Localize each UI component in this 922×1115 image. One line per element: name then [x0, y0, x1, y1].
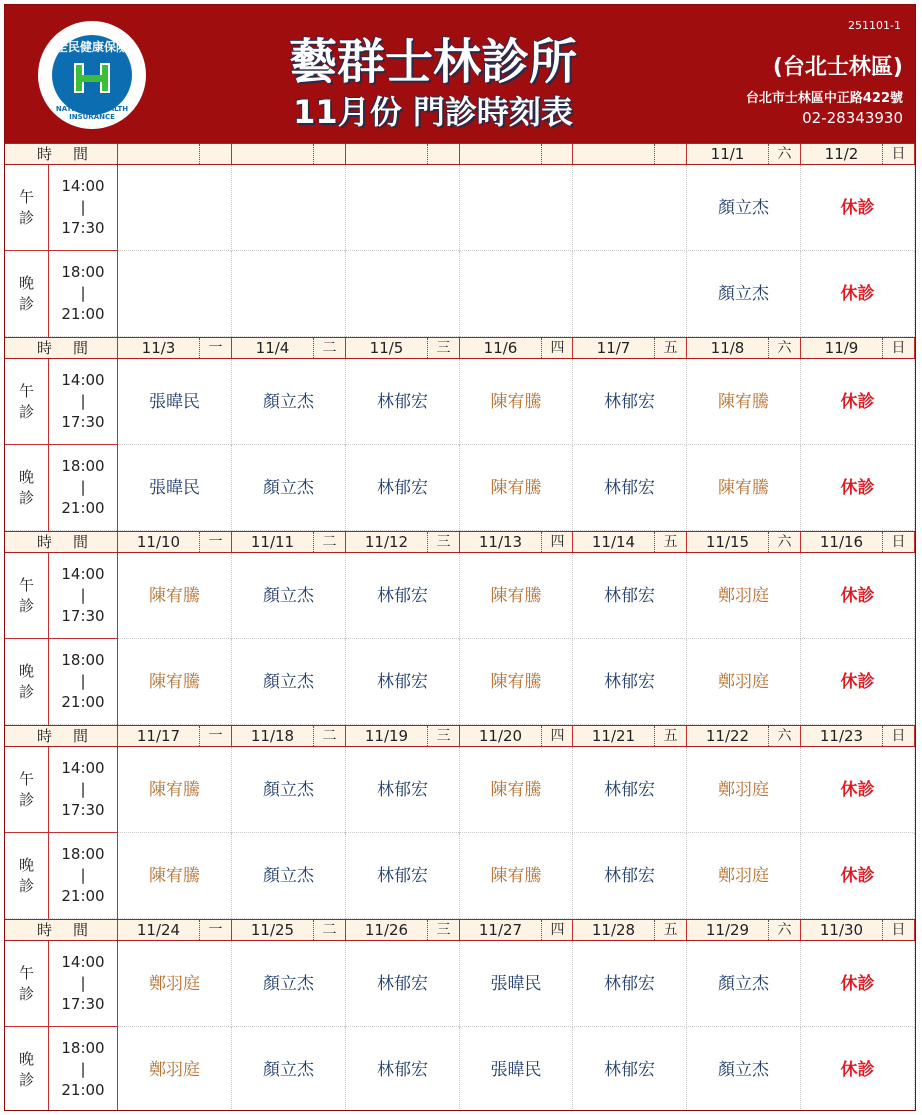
session-label-char: 晚: [18, 468, 34, 486]
doctor-cell: 林郁宏: [573, 359, 687, 445]
time-header-char: 時: [37, 145, 53, 163]
day-header: [118, 726, 232, 746]
doctor-cell: 鄭羽庭: [687, 833, 801, 919]
day-header: [346, 338, 460, 358]
day-header: [687, 920, 801, 940]
time-header: [5, 726, 118, 746]
day-header: [460, 144, 573, 164]
week-header-row: [5, 531, 915, 553]
doctor-cell: 鄭羽庭: [687, 639, 801, 725]
session-time: [49, 833, 118, 919]
time-header-char: 間: [73, 339, 89, 357]
doctor-cell: 林郁宏: [573, 941, 687, 1027]
day-date: 11/28: [573, 920, 655, 940]
session-time-end: 21:00: [61, 499, 105, 517]
day-weekday: 二: [322, 340, 337, 356]
session-time-sep: |: [80, 284, 86, 302]
day-weekday: 三: [436, 534, 451, 550]
day-weekday: [428, 144, 459, 164]
day-date: 11/23: [801, 726, 883, 746]
doctor-cell: 張暐民: [118, 359, 232, 445]
session-time-sep: |: [80, 392, 86, 410]
day-date: 11/19: [346, 726, 428, 746]
day-weekday: 五: [663, 340, 678, 356]
day-header: [232, 920, 346, 940]
day-header: [573, 532, 687, 552]
day-date: 11/30: [801, 920, 883, 940]
doctor-cell: 顏立杰: [687, 1027, 801, 1111]
session-time: [49, 445, 118, 531]
day-weekday: 三: [436, 728, 451, 744]
logo-people-icon: [74, 63, 110, 93]
doctor-cell: 張暐民: [460, 941, 573, 1027]
day-weekday: [655, 144, 686, 164]
session-label-char: 晚: [18, 662, 34, 680]
header-banner: [5, 5, 915, 143]
session-label-char: 午: [18, 769, 34, 788]
doctor-cell: 顏立杰: [232, 553, 346, 639]
day-weekday: 六: [777, 534, 792, 550]
session-label-char: 午: [18, 381, 34, 400]
day-weekday: 日: [891, 922, 906, 938]
day-weekday: 四: [550, 728, 565, 744]
week-header-row: [5, 725, 915, 747]
doctor-cell: 陳宥騰: [687, 359, 801, 445]
logo-text-top: 全民健康保險: [55, 40, 128, 54]
session-time-end: 17:30: [61, 801, 105, 819]
session-row: [5, 639, 915, 725]
doctor-cell: 林郁宏: [573, 553, 687, 639]
doctor-cell: 陳宥騰: [118, 833, 232, 919]
day-date: 11/15: [687, 532, 769, 552]
session-time-start: 18:00: [61, 263, 105, 281]
session-time-end: 17:30: [61, 995, 105, 1013]
day-weekday: 一: [208, 340, 223, 356]
session-time-start: 14:00: [61, 371, 105, 389]
session-label: [5, 1027, 49, 1111]
day-weekday: 五: [663, 922, 678, 938]
doctor-cell: 林郁宏: [573, 747, 687, 833]
session-label-char: 診: [18, 295, 34, 313]
day-header: [232, 726, 346, 746]
doctor-cell: 林郁宏: [346, 639, 460, 725]
session-time-start: 14:00: [61, 759, 105, 777]
day-date: 11/17: [118, 726, 200, 746]
day-weekday: 一: [208, 922, 223, 938]
session-time-start: 18:00: [61, 457, 105, 475]
day-date: 11/24: [118, 920, 200, 940]
day-weekday: 日: [891, 340, 906, 356]
session-time-sep: |: [80, 672, 86, 690]
day-header: [232, 338, 346, 358]
session-label-char: 晚: [18, 1050, 34, 1068]
doctor-cell: 陳宥騰: [460, 359, 573, 445]
day-header: [118, 144, 232, 164]
time-header-char: 時: [37, 921, 53, 939]
session-label: [5, 359, 49, 445]
doctor-cell: 陳宥騰: [118, 639, 232, 725]
session-label-char: 診: [18, 489, 34, 507]
doctor-cell: 休診: [801, 1027, 915, 1111]
doctor-cell: 陳宥騰: [460, 445, 573, 531]
session-label-char: 午: [18, 963, 34, 982]
doctor-cell: [460, 251, 573, 337]
doctor-cell: [232, 165, 346, 251]
session-time-sep: |: [80, 478, 86, 496]
day-weekday: 三: [436, 340, 451, 356]
doctor-cell: 林郁宏: [573, 639, 687, 725]
doctor-cell: 陳宥騰: [118, 747, 232, 833]
day-date: [346, 144, 428, 164]
doctor-cell: 張暐民: [118, 445, 232, 531]
day-header: [460, 532, 573, 552]
session-label-char: 診: [18, 402, 34, 421]
session-time-end: 21:00: [61, 1081, 105, 1099]
time-header-char: 時: [37, 533, 53, 551]
day-header: [232, 144, 346, 164]
doctor-cell: 張暐民: [460, 1027, 573, 1111]
day-header: [573, 338, 687, 358]
day-weekday: 一: [208, 534, 223, 550]
day-date: 11/16: [801, 532, 883, 552]
day-header: [118, 920, 232, 940]
session-time-end: 21:00: [61, 305, 105, 323]
session-label: [5, 833, 49, 919]
day-weekday: [314, 144, 345, 164]
day-date: 11/1: [687, 144, 769, 164]
doctor-cell: 林郁宏: [346, 941, 460, 1027]
time-header-char: 間: [73, 145, 89, 163]
session-row: [5, 553, 915, 639]
session-time: [49, 251, 118, 337]
session-row: [5, 941, 915, 1027]
day-date: 11/21: [573, 726, 655, 746]
session-label-char: 午: [18, 575, 34, 594]
doctor-cell: 顏立杰: [232, 747, 346, 833]
doctor-cell: 休診: [801, 251, 915, 337]
doctor-cell: 顏立杰: [687, 165, 801, 251]
day-date: 11/13: [460, 532, 542, 552]
session-label: [5, 165, 49, 251]
session-label: [5, 941, 49, 1027]
doctor-cell: 陳宥騰: [687, 445, 801, 531]
session-time: [49, 359, 118, 445]
doctor-cell: 林郁宏: [346, 553, 460, 639]
session-row: [5, 833, 915, 919]
day-weekday: 日: [891, 146, 906, 162]
day-header: [346, 726, 460, 746]
day-weekday: 二: [322, 728, 337, 744]
day-weekday: 四: [550, 534, 565, 550]
clinic-address: 台北市士林區中正路422號: [745, 91, 903, 106]
day-date: 11/18: [232, 726, 314, 746]
session-time-sep: |: [80, 866, 86, 884]
day-date: [573, 144, 655, 164]
day-header: [460, 338, 573, 358]
day-date: 11/6: [460, 338, 542, 358]
day-date: 11/11: [232, 532, 314, 552]
session-time-sep: |: [80, 198, 86, 216]
session-time-end: 21:00: [61, 693, 105, 711]
day-weekday: 二: [322, 534, 337, 550]
doctor-cell: 林郁宏: [573, 445, 687, 531]
session-row: [5, 1027, 915, 1111]
day-header: [801, 532, 915, 552]
day-date: 11/12: [346, 532, 428, 552]
nhi-logo: [38, 21, 146, 129]
day-weekday: 三: [436, 922, 451, 938]
time-header-char: 時: [37, 339, 53, 357]
doctor-cell: 林郁宏: [346, 1027, 460, 1111]
session-time-sep: |: [80, 974, 86, 992]
day-date: 11/20: [460, 726, 542, 746]
document-code: 251101-1: [848, 19, 901, 32]
day-date: 11/25: [232, 920, 314, 940]
day-date: [232, 144, 314, 164]
session-row: [5, 747, 915, 833]
session-label-char: 診: [18, 877, 34, 895]
session-label-char: 診: [18, 984, 34, 1003]
week-header-row: [5, 919, 915, 941]
session-time-start: 18:00: [61, 845, 105, 863]
doctor-cell: 陳宥騰: [460, 553, 573, 639]
day-date: 11/22: [687, 726, 769, 746]
doctor-cell: 陳宥騰: [460, 833, 573, 919]
session-row: [5, 445, 915, 531]
doctor-cell: [232, 251, 346, 337]
logo-text-bottom: NATIONAL HEALTH INSURANCE: [55, 105, 129, 121]
session-label-char: 診: [18, 683, 34, 701]
doctor-cell: 鄭羽庭: [118, 941, 232, 1027]
day-weekday: 六: [777, 922, 792, 938]
session-time-end: 17:30: [61, 607, 105, 625]
day-header: [687, 532, 801, 552]
day-date: 11/14: [573, 532, 655, 552]
day-header: [232, 532, 346, 552]
day-header: [346, 532, 460, 552]
day-weekday: 五: [663, 534, 678, 550]
day-weekday: 六: [777, 146, 792, 162]
session-time-end: 21:00: [61, 887, 105, 905]
session-label: [5, 639, 49, 725]
doctor-cell: [118, 251, 232, 337]
session-time: [49, 747, 118, 833]
doctor-cell: 休診: [801, 553, 915, 639]
session-row: [5, 359, 915, 445]
day-date: 11/27: [460, 920, 542, 940]
day-header: [573, 726, 687, 746]
doctor-cell: 顏立杰: [232, 359, 346, 445]
time-header: [5, 338, 118, 358]
day-weekday: 四: [550, 340, 565, 356]
clinic-title: 藝群士林診所: [288, 34, 577, 90]
doctor-cell: 林郁宏: [346, 359, 460, 445]
doctor-cell: 鄭羽庭: [687, 747, 801, 833]
session-time: [49, 639, 118, 725]
day-weekday: 一: [208, 728, 223, 744]
week-header-row: [5, 337, 915, 359]
session-label: [5, 445, 49, 531]
session-time-sep: |: [80, 1060, 86, 1078]
doctor-cell: 陳宥騰: [460, 747, 573, 833]
doctor-cell: [346, 165, 460, 251]
day-header: [460, 920, 573, 940]
day-weekday: 日: [891, 534, 906, 550]
day-header: [801, 920, 915, 940]
session-time: [49, 1027, 118, 1111]
doctor-cell: 林郁宏: [573, 1027, 687, 1111]
session-time-end: 17:30: [61, 219, 105, 237]
doctor-cell: 陳宥騰: [118, 553, 232, 639]
day-header: [573, 920, 687, 940]
doctor-cell: 休診: [801, 941, 915, 1027]
clinic-phone: 02-28343930: [802, 109, 903, 127]
session-label-char: 診: [18, 208, 34, 227]
day-header: [118, 532, 232, 552]
doctor-cell: 休診: [801, 445, 915, 531]
session-row: [5, 165, 915, 251]
time-header: [5, 920, 118, 940]
session-time-sep: |: [80, 586, 86, 604]
day-weekday: 二: [322, 922, 337, 938]
day-header: [573, 144, 687, 164]
time-header-char: 間: [73, 533, 89, 551]
session-time-sep: |: [80, 780, 86, 798]
session-label: [5, 747, 49, 833]
time-header-char: 間: [73, 921, 89, 939]
district-label: (台北士林區): [772, 55, 903, 80]
session-time-start: 18:00: [61, 1039, 105, 1057]
doctor-cell: [346, 251, 460, 337]
doctor-cell: 林郁宏: [346, 833, 460, 919]
day-date: 11/7: [573, 338, 655, 358]
doctor-cell: 顏立杰: [687, 941, 801, 1027]
day-header: [687, 726, 801, 746]
doctor-cell: 陳宥騰: [460, 639, 573, 725]
schedule-sheet: [4, 4, 916, 1111]
day-date: 11/4: [232, 338, 314, 358]
day-weekday: 四: [550, 922, 565, 938]
doctor-cell: 林郁宏: [346, 445, 460, 531]
day-date: [460, 144, 542, 164]
day-date: 11/2: [801, 144, 883, 164]
session-time-start: 18:00: [61, 651, 105, 669]
time-header: [5, 532, 118, 552]
doctor-cell: [460, 165, 573, 251]
doctor-cell: 顏立杰: [687, 251, 801, 337]
day-date: 11/5: [346, 338, 428, 358]
session-time: [49, 165, 118, 251]
week-header-row: [5, 143, 915, 165]
doctor-cell: 顏立杰: [232, 1027, 346, 1111]
day-date: 11/29: [687, 920, 769, 940]
doctor-cell: 休診: [801, 165, 915, 251]
day-header: [687, 144, 801, 164]
session-time: [49, 553, 118, 639]
session-label: [5, 553, 49, 639]
doctor-cell: 休診: [801, 359, 915, 445]
session-label: [5, 251, 49, 337]
day-header: [801, 726, 915, 746]
day-header: [687, 338, 801, 358]
session-label-char: 晚: [18, 856, 34, 874]
session-time-start: 14:00: [61, 953, 105, 971]
doctor-cell: [118, 165, 232, 251]
day-weekday: 五: [663, 728, 678, 744]
time-header-char: 時: [37, 727, 53, 745]
session-label-char: 診: [18, 596, 34, 615]
doctor-cell: 林郁宏: [573, 833, 687, 919]
day-date: 11/26: [346, 920, 428, 940]
session-label-char: 午: [18, 187, 34, 206]
session-time-end: 17:30: [61, 413, 105, 431]
doctor-cell: 鄭羽庭: [687, 553, 801, 639]
doctor-cell: 顏立杰: [232, 639, 346, 725]
day-header: [801, 338, 915, 358]
day-header: [801, 144, 915, 164]
time-header: [5, 144, 118, 164]
doctor-cell: 休診: [801, 833, 915, 919]
time-header-char: 間: [73, 727, 89, 745]
doctor-cell: [573, 165, 687, 251]
day-date: 11/3: [118, 338, 200, 358]
session-label-char: 診: [18, 1071, 34, 1089]
session-label-char: 晚: [18, 274, 34, 292]
day-weekday: 六: [777, 728, 792, 744]
doctor-cell: 休診: [801, 639, 915, 725]
doctor-cell: 林郁宏: [346, 747, 460, 833]
session-row: [5, 251, 915, 337]
doctor-cell: 鄭羽庭: [118, 1027, 232, 1111]
session-time-start: 14:00: [61, 565, 105, 583]
day-weekday: [542, 144, 573, 164]
doctor-cell: 休診: [801, 747, 915, 833]
day-header: [460, 726, 573, 746]
session-time-start: 14:00: [61, 177, 105, 195]
logo-emblem: [52, 35, 132, 115]
day-date: 11/8: [687, 338, 769, 358]
session-label-char: 診: [18, 790, 34, 809]
day-weekday: 六: [777, 340, 792, 356]
day-header: [346, 144, 460, 164]
doctor-cell: 顏立杰: [232, 941, 346, 1027]
day-header: [118, 338, 232, 358]
day-header: [346, 920, 460, 940]
day-date: 11/9: [801, 338, 883, 358]
day-date: 11/10: [118, 532, 200, 552]
day-weekday: [200, 144, 231, 164]
day-weekday: 日: [891, 728, 906, 744]
doctor-cell: 顏立杰: [232, 833, 346, 919]
doctor-cell: 顏立杰: [232, 445, 346, 531]
doctor-cell: [573, 251, 687, 337]
day-date: [118, 144, 200, 164]
schedule-subtitle: 11月份 門診時刻表: [293, 93, 573, 131]
session-time: [49, 941, 118, 1027]
